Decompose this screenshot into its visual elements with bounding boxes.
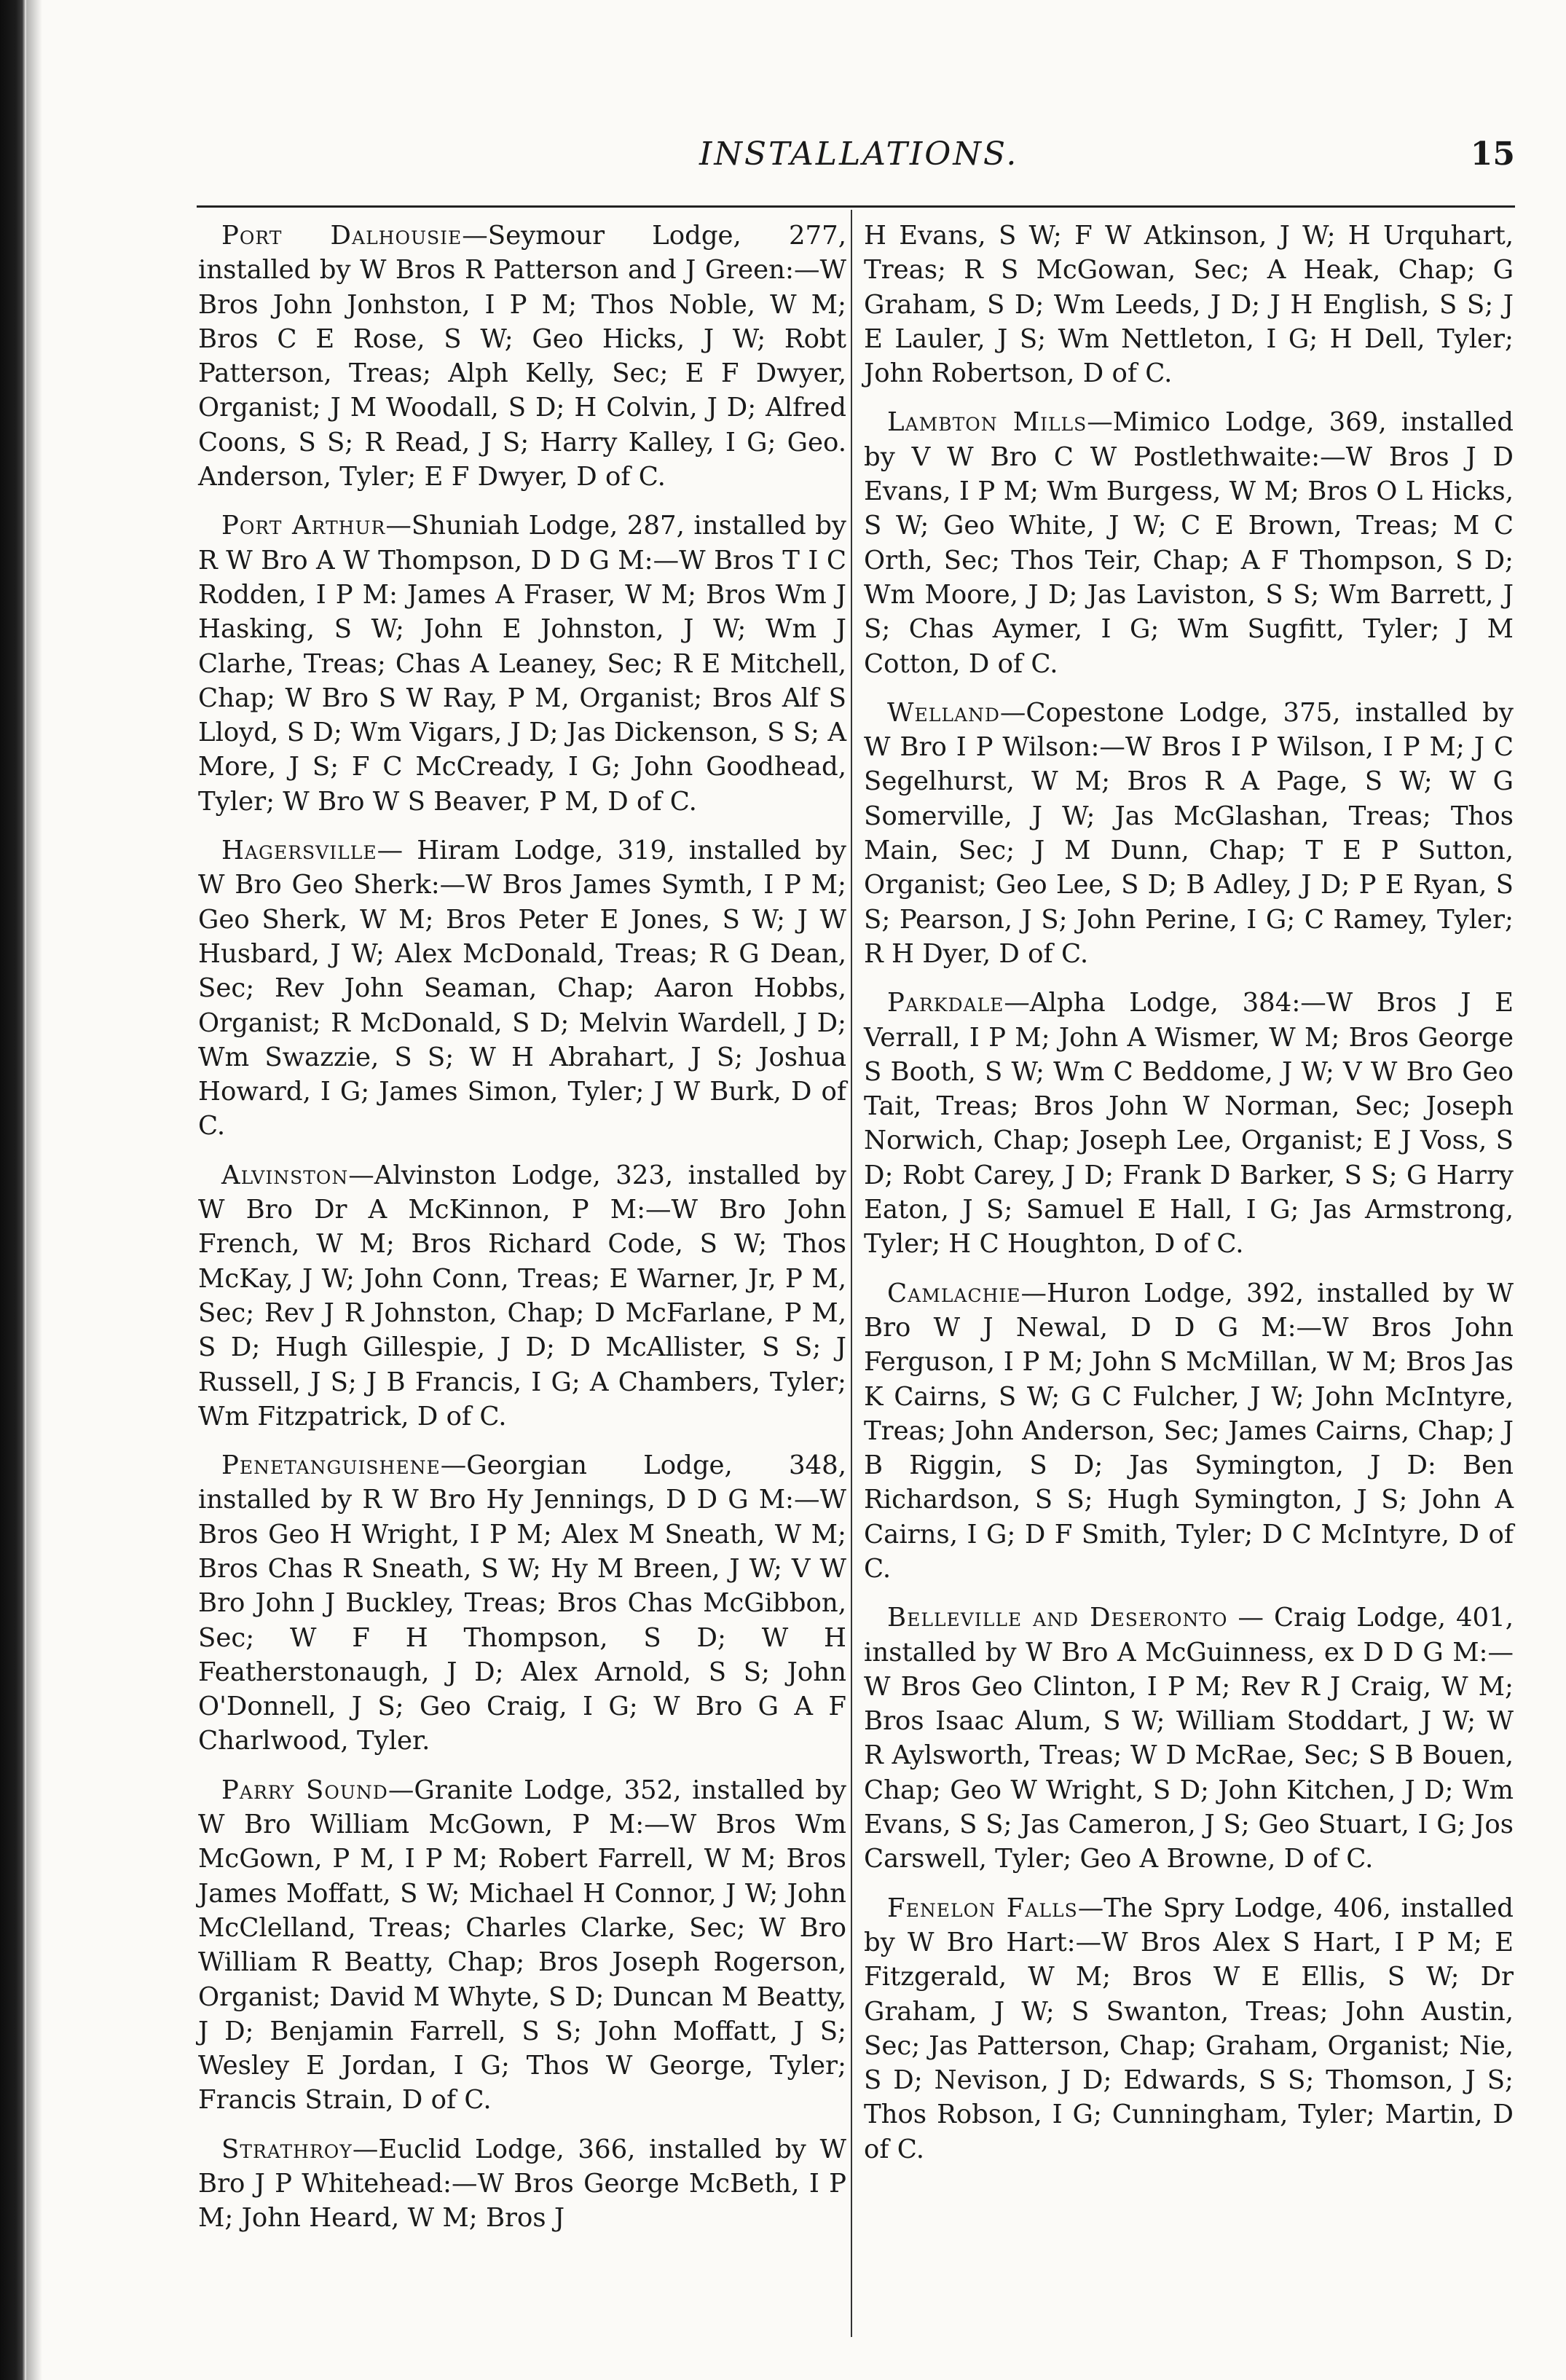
place-name: Strathroy xyxy=(221,2134,353,2164)
entry-text: —Alvinston Lodge, 323, installed by W Bro Dr A McKinnon, P M:—W Bro John French, W M; Bros Richard Code, S W; Thos McKay, J W; John Conn, Treas; E Warner, Jr, P M, Sec; Rev J R Johnston, Chap; D McFarlane, P M, S D; Hugh Gillespie, J D; D McAllister, S S; J Russell, J S; J B Francis, I G; A Chambers, Tyler; Wm Fitzpatrick, D of C. xyxy=(198,1160,846,1431)
lodge-entry xyxy=(198,508,846,819)
lodge-entry xyxy=(864,1601,1514,1876)
place-name: Welland xyxy=(887,697,1000,728)
entry-text: —Georgian Lodge, 348, installed by R W Bro Hy Jennings, D D G M:—W Bros Geo H Wright, I P M; Alex M Sneath, W M; Bros Chas R Sneath, S W; Hy M Breen, J W; V W Bro John J Buckley, Treas; Bros Chas McGibbon, Sec; W F H Thompson, S D; W H Featherstonaugh, J D; Alex Arnold, S S; John O'Donnell, J S; Geo Craig, I G; W Bro G A F Charlwood, Tyler. xyxy=(198,1450,846,1756)
book-gutter-shadow xyxy=(26,0,42,2380)
place-name: Belleville and Deseronto xyxy=(887,1603,1228,1633)
entry-text: —Copestone Lodge, 375, installed by W Bro I P Wilson:—W Bros I P Wilson, I P M; J C Segelhurst, W M; Bros R A Page, S W; W G Somerville, J W; Jas McGlashan, Treas; Thos Main, Sec; J M Dunn, Chap; T E P Sutton, Organist; Geo Lee, S D; B Adley, J D; P E Ryan, S S; Pearson, J S; John Perine, I G; C Ramey, Tyler; R H Dyer, D of C. xyxy=(864,697,1514,969)
entry-text: —Mimico Lodge, 369, installed by V W Bro C W Postlethwaite:—W Bros J D Evans, I P M; Wm Burgess, W M; Bros O L Hicks, S W; Geo White, J W; C E Brown, Treas; M C Orth, Sec; Thos Teir, Chap; A F Thompson, S D; Wm Moore, J D; Jas Laviston, S S; Wm Barrett, J S; Chas Aymer, I G; Wm Sugfitt, Tyler; J M Cotton, D of C. xyxy=(864,407,1514,679)
left-column xyxy=(198,219,846,2250)
entry-text: —Shuniah Lodge, 287, installed by R W Bro A W Thompson, D D G M:—W Bros T I C Rodden, I P M: James A Fraser, W M; Bros Wm J Hasking, S W; John E Johnston, J W; Wm J Clarhe, Treas; Chas A Leaney, Sec; R E Mitchell, Chap; W Bro S W Ray, P M, Organist; Bros Alf S Lloyd, S D; Wm Vigars, J D; Jas Dickenson, S S; A More, J S; F C McCready, I G; John Goodhead, Tyler; W Bro W S Beaver, P M, D of C. xyxy=(198,511,846,817)
entry-text: —The Spry Lodge, 406, installed by W Bro Hart:—W Bros Alex S Hart, I P M; E Fitzgerald, W M; Bros W E Ellis, S W; Dr Graham, J W; S Swanton, Treas; John Austin, Sec; Jas Patterson, Chap; Graham, Organist; Nie, S D; Nevison, J D; Edwards, S S; Thomson, J S; Thos Robson, I G; Cunningham, Tyler; Martin, D of C. xyxy=(864,1893,1514,2164)
lodge-entry xyxy=(198,219,846,494)
right-column xyxy=(864,219,1514,2181)
lodge-entry xyxy=(864,986,1514,1261)
entry-text: —Granite Lodge, 352, installed by W Bro William McGown, P M:—W Bros Wm McGown, P M, I P M; Robert Farrell, W M; Bros James Moffatt, S W; Michael H Connor, J W; John McClelland, Treas; Charles Clarke, Sec; W Bro William R Beatty, Chap; Bros Joseph Rogerson, Organist; David M Whyte, S D; Duncan M Beatty, J D; Benjamin Farrell, S S; John Moffatt, J S; Wesley E Jordan, I G; Thos W George, Tyler; Francis Strain, D of C. xyxy=(198,1775,846,2116)
lodge-entry xyxy=(198,1158,846,1434)
place-name: Parry Sound xyxy=(221,1775,388,1805)
lodge-entry xyxy=(198,1773,846,2118)
place-name: Penetanguishene xyxy=(221,1450,441,1481)
page-header xyxy=(197,136,1515,179)
header-rule xyxy=(197,205,1515,208)
place-name: Lambton Mills xyxy=(887,407,1087,438)
lodge-entry xyxy=(198,833,846,1144)
lodge-entry xyxy=(864,405,1514,680)
place-name: Hagersville xyxy=(221,836,377,866)
entry-text: —Huron Lodge, 392, installed by W Bro W J Newal, D D G M:—W Bros John Ferguson, I P M; John S McMillan, W M; Bros Jas K Cairns, S W; G C Fulcher, J W; John McIntyre, Treas; John Anderson, Sec; James Cairns, Chap; J B Riggin, S D; Jas Symington, J D: Ben Richardson, S S; Hugh Symington, J S; John A Cairns, I G; D F Smith, Tyler; D C McIntyre, D of C. xyxy=(864,1278,1514,1584)
place-name: Fenelon Falls xyxy=(887,1893,1078,1923)
lodge-entry-continued xyxy=(864,219,1514,390)
entry-text: — Craig Lodge, 401, installed by W Bro A McGuinness, ex D D G M:—W Bros Geo Clinton, I P M; Rev R J Craig, W M; Bros Isaac Alum, S W; William Stoddart, J W; W R Aylsworth, Treas; W D McRae, Sec; S B Bouen, Chap; Geo W Wright, S D; John Kitchen, J D; Wm Evans, S S; Jas Cameron, J S; Geo Stuart, I G; Jos Carswell, Tyler; Geo A Browne, D of C. xyxy=(864,1603,1514,1874)
place-name: Camlachie xyxy=(887,1278,1021,1308)
lodge-entry xyxy=(864,1891,1514,2167)
entry-text: —Seymour Lodge, 277, installed by W Bros R Patterson and J Green:—W Bros John Jonhston, I P M; Thos Noble, W M; Bros C E Rose, S W; Geo Hicks, J W; Robt Patterson, Treas; Alph Kelly, Sec; E F Dwyer, Organist; J M Woodall, S D; H Colvin, J D; Alfred Coons, S S; R Read, J S; Harry Kalley, I G; Geo. Anderson, Tyler; E F Dwyer, D of C. xyxy=(198,221,846,492)
place-name: Port Arthur xyxy=(221,511,386,541)
place-name: Port Dalhousie xyxy=(221,221,463,251)
entry-text: —Alpha Lodge, 384:—W Bros J E Verrall, I P M; John A Wismer, W M; Bros George S Booth, S W; Wm C Beddome, J W; V W Bro Geo Tait, Treas; Bros John W Norman, Sec; Joseph Norwich, Chap; Joseph Lee, Organist; E J Voss, S D; Robt Carey, J D; Frank D Barker, S S; G Harry Eaton, J S; Samuel E Hall, I G; Jas Armstrong, Tyler; H C Houghton, D of C. xyxy=(864,988,1514,1260)
page-number: 15 xyxy=(1470,136,1515,173)
place-name: Alvinston xyxy=(221,1160,349,1190)
lodge-entry xyxy=(864,696,1514,971)
lodge-entry xyxy=(198,1448,846,1759)
lodge-entry xyxy=(198,2132,846,2236)
column-divider xyxy=(851,210,852,2337)
lodge-entry xyxy=(864,1276,1514,1587)
entry-text: —Euclid Lodge, 366, installed by W Bro J P Whitehead:—W Bros George McBeth, I P M; John Heard, W M; Bros J xyxy=(198,2134,846,2234)
place-name: Parkdale xyxy=(887,988,1004,1018)
running-title: INSTALLATIONS. xyxy=(699,136,1019,173)
entry-text: — Hiram Lodge, 319, installed by W Bro Geo Sherk:—W Bros James Symth, I P M; Geo Sherk, W M; Bros Peter E Jones, S W; J W Husbard, J W; Alex McDonald, Treas; R G Dean, Sec; Rev John Seaman, Chap; Aaron Hobbs, Organist; R McDonald, S D; Melvin Wardell, J D; Wm Swazzie, S S; W H Abrahart, J S; Joshua Howard, I G; James Simon, Tyler; J W Burk, D of C. xyxy=(198,836,846,1142)
entry-text: H Evans, S W; F W Atkinson, J W; H Urquhart, Treas; R S McGowan, Sec; A Heak, Chap; G Graham, S D; Wm Leeds, J D; J H English, S S; J E Lauler, J S; Wm Nettleton, I G; H Dell, Tyler; John Robertson, D of C. xyxy=(864,221,1514,389)
book-spine-shadow xyxy=(0,0,26,2380)
